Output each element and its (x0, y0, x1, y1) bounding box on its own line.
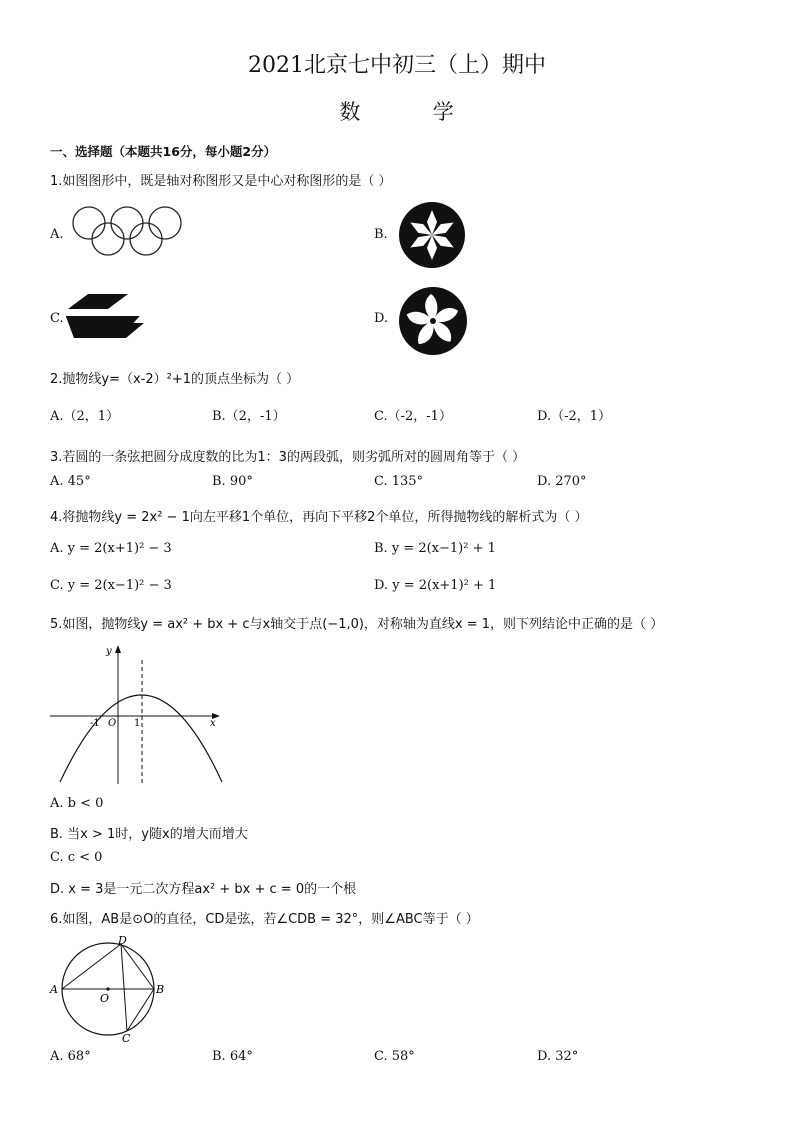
q6-option-d: D. 32° (537, 1049, 579, 1064)
point-o-label: O (100, 992, 110, 1005)
graph-x-label: x (210, 718, 216, 729)
subject-heading (0, 96, 794, 126)
q1-option-c-label: C. (50, 311, 64, 326)
question-3-stem: 3.若圆的一条弦把圆分成度数的比为1：3的两段弧，则劣弧所对的圆周角等于（ ） (50, 450, 526, 465)
q2-option-b: B.（2，-1） (212, 409, 286, 424)
q4-option-b: B. y = 2(x−1)² + 1 (374, 541, 496, 556)
q5-option-b: B. 当x > 1时，y随x的增大而增大 (50, 827, 248, 842)
q2-option-a: A.（2，1） (50, 409, 120, 424)
q2-option-c: C.（-2，-1） (374, 409, 452, 424)
subject-char-2: 学 (432, 100, 455, 124)
olympic-rings-figure (70, 206, 185, 258)
q4-option-c: C. y = 2(x−1)² − 3 (50, 578, 172, 593)
q3-option-c: C. 135° (374, 474, 424, 489)
point-c-label: C (122, 1032, 131, 1045)
circle-geometry-figure (48, 930, 173, 1045)
question-5-stem: 5.如图，抛物线y = ax² + bx + c与x轴交于点(−1,0)，对称轴为直线x = 1，则下列结论中正确的是（ ） (50, 617, 664, 632)
question-4-stem: 4.将抛物线y = 2x² − 1向左平移1个单位，再向下平移2个单位，所得抛物线的解析式为（ ） (50, 510, 588, 525)
q1-option-d-label: D. (374, 311, 389, 326)
hexagonal-star-figure (396, 202, 468, 268)
q1-option-a-label: A. (50, 227, 64, 242)
parallelogram-logo-figure (68, 292, 146, 340)
subject-char-1: 数 (339, 100, 362, 124)
q4-option-d: D. y = 2(x+1)² + 1 (374, 578, 497, 593)
question-2-stem: 2.抛物线y=（x-2）²+1的顶点坐标为（ ） (50, 372, 300, 387)
question-1-stem: 1.如图图形中，既是轴对称图形又是中心对称图形的是（ ） (50, 174, 392, 189)
parabola-graph-figure (48, 642, 228, 787)
point-a-label: A (50, 983, 58, 996)
graph-neg-one-label: -1 (90, 718, 100, 729)
q5-option-a: A. b < 0 (50, 796, 104, 811)
q6-option-c: C. 58° (374, 1049, 415, 1064)
q6-option-b: B. 64° (212, 1049, 253, 1064)
point-d-label: D (118, 934, 127, 947)
q5-option-c: C. c < 0 (50, 850, 103, 865)
q6-option-a: A. 68° (50, 1049, 91, 1064)
graph-one-label: 1 (134, 718, 141, 729)
q2-option-d: D.（-2，1） (537, 409, 612, 424)
q5-option-d: D. x = 3是一元二次方程ax² + bx + c = 0的一个根 (50, 882, 357, 897)
graph-y-label: y (106, 646, 112, 657)
bauhinia-flower-figure (398, 287, 468, 355)
point-b-label: B (156, 983, 165, 996)
q3-option-a: A. 45° (50, 474, 91, 489)
question-6-stem: 6.如图，AB是⊙O的直径，CD是弦，若∠CDB = 32°，则∠ABC等于（ ） (50, 912, 479, 927)
document-title: 2021北京七中初三（上）期中 (248, 53, 546, 78)
section-heading: 一、选择题（本题共16分，每小题2分） (50, 144, 277, 159)
q1-option-b-label: B. (374, 227, 388, 242)
q3-option-d: D. 270° (537, 474, 587, 489)
q3-option-b: B. 90° (212, 474, 253, 489)
graph-origin-label: O (108, 718, 117, 729)
q4-option-a: A. y = 2(x+1)² − 3 (50, 541, 172, 556)
